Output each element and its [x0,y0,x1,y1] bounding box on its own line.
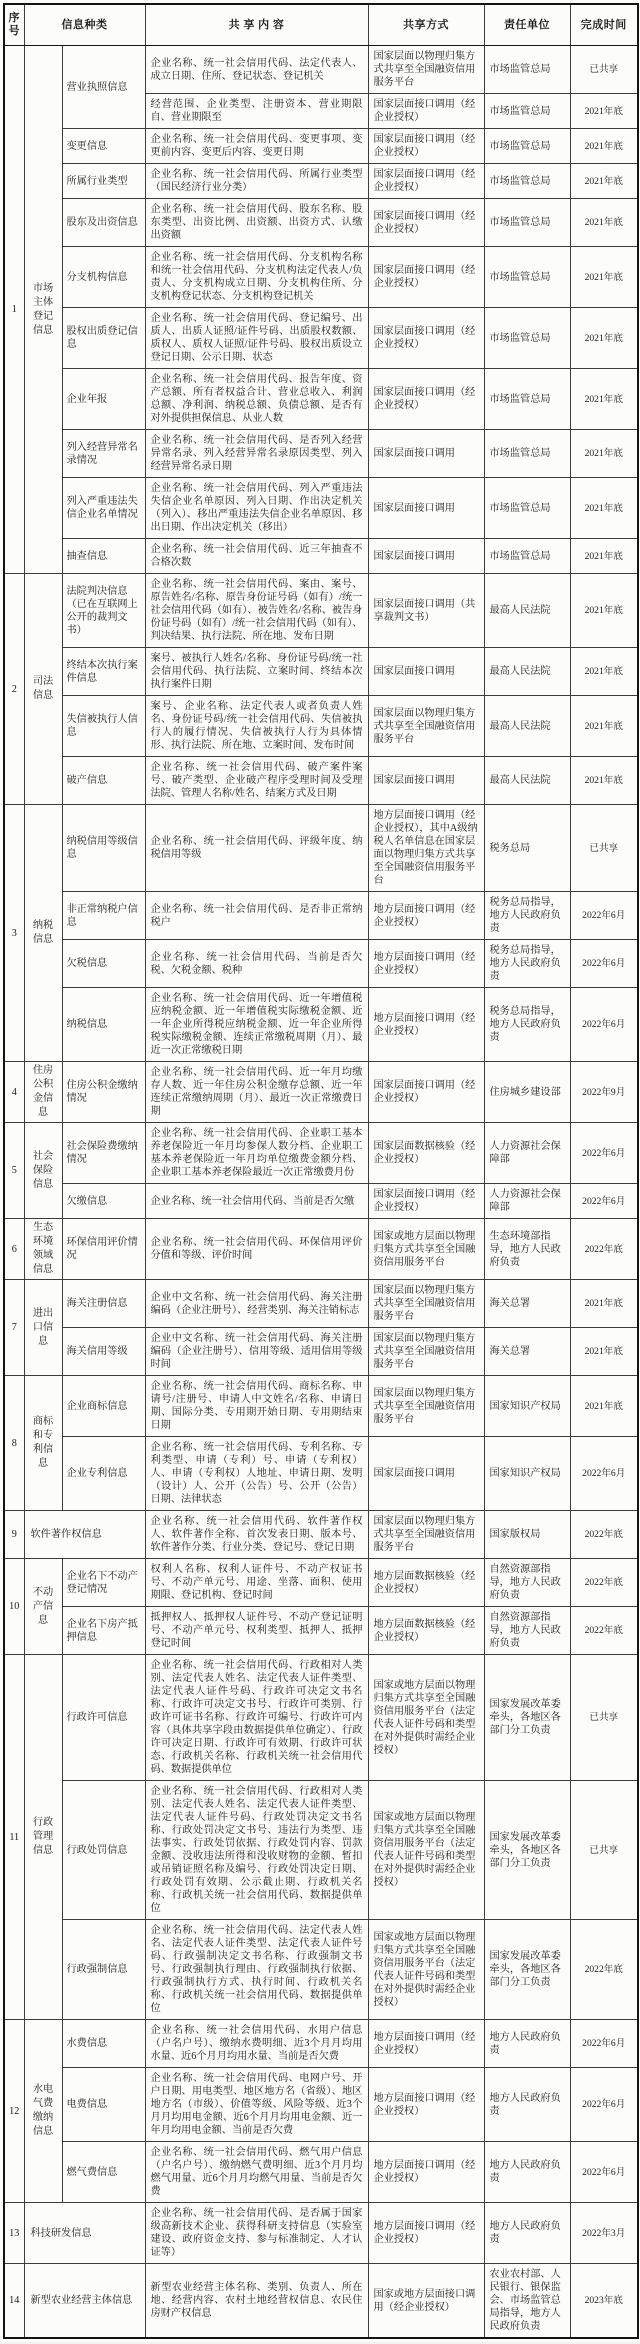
time-cell: 2021年底 [570,1328,638,1376]
method-cell: 地方层面数据核验（经企业授权） [368,1559,484,1607]
table-row [4,1062,638,1123]
method-cell: 地方层面接口调用（经企业授权） [368,2068,484,2142]
time-cell: 2022年6月 [570,940,638,988]
content-cell: 企业名称、统一社会信用代码、是否列入经营异常名录、列入经营异常名录原因类型、列入经营异常名录日期 [145,430,368,478]
method-cell: 国家层面接口调用（经企业授权） [368,199,484,247]
method-cell: 国家层面接口调用（经企业授权） [368,308,484,369]
group-label-cell: 科技研发信息 [24,2203,145,2264]
info-type-cell: 分支机构信息 [62,247,145,308]
method-cell: 地方层面接口调用（经企业授权） [368,940,484,988]
info-sharing-table [3,3,639,2339]
unit-cell: 海关总署 [484,1328,570,1376]
method-cell: 国家层面接口调用（经企业授权） [368,94,484,129]
table-row [4,199,638,247]
time-cell: 2022年3月 [570,2203,638,2264]
info-type-cell: 破产信息 [62,757,145,805]
time-cell: 2022年9月 [570,1062,638,1123]
method-cell: 国家层面接口调用 [368,539,484,574]
table-row [4,1123,638,1184]
method-cell: 地方层面接口调用（经企业授权），其中A级纳税人名单信息在国家层面以物理归集方式共享至全国融资信用服务平台 [368,805,484,892]
info-type-cell: 欠缴信息 [62,1184,145,1219]
table-row [4,1920,638,2020]
content-cell: 企业中文名称、统一社会信用代码、海关注册编码（企业注册号）、经营类别、海关注销标志 [145,1280,368,1328]
method-cell: 国家层面接口调用（经企业授权） [368,164,484,199]
time-cell: 已共享 [570,1781,638,1920]
content-cell: 企业名称、统一社会信用代码、水用户信息（户名户号）、缴纳水费明细、近3个月月均用水量、近6个月月均用水量、当前是否欠费 [145,2020,368,2068]
table-row [4,430,638,478]
time-cell: 2021年底 [570,247,638,308]
time-cell: 2021年底 [570,574,638,648]
table-row [4,574,638,648]
method-cell: 国家或地方层面以物理归集方式共享至全国融资信用服务平台（法定代表人证件号码和类型在对外提供时需经企业授权） [368,1655,484,1781]
method-cell: 国家层面以物理归集方式共享至全国融资信用服务平台 [368,1328,484,1376]
info-type-cell: 变更信息 [62,129,145,164]
content-cell: 案号、被执行人姓名/名称、身份证号码/统一社会信用代码、执行法院、立案时间、终结本次执行案件日期 [145,648,368,696]
group-label-cell: 新型农业经营主体信息 [24,2264,145,2339]
info-type-cell: 纳税信用等级信息 [62,805,145,892]
seq-cell: 6 [4,1219,24,1280]
content-cell: 企业名称、统一社会信用代码、商标名称、申请号/注册号、申请人中文姓名/名称、申请日期、国际分类、专用期开始日期、专用期结束日期 [145,1376,368,1437]
method-cell: 地方层面接口调用（经企业授权） [368,2142,484,2203]
method-cell: 国家层面接口调用 [368,648,484,696]
table-row [4,46,638,94]
table-row [4,988,638,1062]
content-cell: 企业名称、统一社会信用代码、报告年度、资产总额、所有者权益合计、营业总收入、利润总额、净利润、纳税总额、负债总额、是否有对外提供担保信息、从业人数 [145,369,368,430]
time-cell: 2022年底 [570,1511,638,1559]
seq-cell: 13 [4,2203,24,2264]
unit-cell: 市场监管总局 [484,369,570,430]
content-cell: 企业名称、统一社会信用代码、股东名称、股东类型、出资比例、出资额、出资方式、认缴出资额 [145,199,368,247]
method-cell: 国家层面接口调用（经企业授权） [368,247,484,308]
table-row [4,2020,638,2068]
method-cell: 国家或地方层面接口调用（经企业授权） [368,2264,484,2339]
table-row [4,1437,638,1511]
info-type-cell: 企业名下不动产登记情况 [62,1559,145,1607]
unit-cell: 市场监管总局 [484,164,570,199]
content-cell: 企业名称、统一社会信用代码、专利名称、专利类型、申请（专利）号、申请（专利权）人、申请（专利权）人地址、申请日期、发明（设计）人、公开（公告）号、公开（公告）日期、法律状态 [145,1437,368,1511]
info-type-cell: 所属行业类型 [62,164,145,199]
unit-cell: 国家版权局 [484,1511,570,1559]
group-label-cell: 司法信息 [24,574,62,805]
group-label-cell: 生态环境领域信息 [24,1219,62,1280]
info-type-cell: 法院判决信息（已在互联网上公开的裁判文书） [62,574,145,648]
unit-cell: 税务总局指导，地方人民政府负责 [484,940,570,988]
unit-cell: 市场监管总局 [484,247,570,308]
time-cell: 2022年6月 [570,2020,638,2068]
content-cell: 抵押权人、抵押权人证件号、不动产登记证明号、不动产单元号、权利类型、抵押人、抵押登记时间 [145,1607,368,1655]
time-cell: 2021年底 [570,696,638,757]
table-row [4,892,638,940]
table-row [4,1781,638,1920]
header-time: 完成时间 [570,4,638,46]
content-cell: 企业名称、统一社会信用代码、企业职工基本养老保险近一年月均参保人数分档、企业职工基本养老保险近一年月均单位缴费金额分档、企业职工基本养老保险最近一次正常缴费月份 [145,1123,368,1184]
info-type-cell: 营业执照信息 [62,46,145,129]
method-cell: 国家层面以物理归集方式共享至全国融资信用服务平台 [368,46,484,94]
table-row [4,805,638,892]
info-type-cell: 股东及出资信息 [62,199,145,247]
unit-cell: 国家发展改革委牵头，各地区各部门分工负责 [484,1655,570,1781]
method-cell: 地方层面数据核验（经企业授权） [368,1607,484,1655]
seq-cell: 2 [4,574,24,805]
method-cell: 国家层面接口调用 [368,430,484,478]
unit-cell: 海关总署 [484,1280,570,1328]
unit-cell: 自然资源部指导，地方人民政府负责 [484,1559,570,1607]
content-cell: 企业名称、统一社会信用代码、是否非正常纳税户 [145,892,368,940]
table-row [4,757,638,805]
unit-cell: 市场监管总局 [484,430,570,478]
unit-cell: 市场监管总局 [484,478,570,539]
time-cell: 2022年6月 [570,988,638,1062]
group-label-cell: 商标和专利信息 [24,1376,62,1511]
info-type-cell: 欠税信息 [62,940,145,988]
group-label-cell: 行政管理信息 [24,1655,62,2020]
unit-cell: 国家知识产权局 [484,1437,570,1511]
unit-cell: 国家知识产权局 [484,1376,570,1437]
content-cell: 企业名称、统一社会信用代码、软件著作权人、软件著作全称、首次发表日期、版本号、软件著作分类、行业分类、登记号、登记日期 [145,1511,368,1559]
table-row [4,369,638,430]
method-cell: 地方层面接口调用（经企业授权） [368,988,484,1062]
info-type-cell: 社会保险费缴纳情况 [62,1123,145,1184]
info-type-cell: 住房公积金缴纳情况 [62,1062,145,1123]
header-unit: 责任单位 [484,4,570,46]
unit-cell: 地方人民政府负责 [484,2203,570,2264]
time-cell: 2021年底 [570,648,638,696]
method-cell: 国家层面以物理归集方式共享至全国融资信用服务平台 [368,1280,484,1328]
group-label-cell: 纳税信息 [24,805,62,1062]
table-row [4,1280,638,1328]
method-cell: 国家层面接口调用 [368,757,484,805]
info-type-cell: 列入严重违法失信企业名单情况 [62,478,145,539]
content-cell: 企业名称、统一社会信用代码、当前是否欠税、欠税金额、税种 [145,940,368,988]
unit-cell: 农业农村部、人民银行、银保监会、市场监管总局指导，地方人民政府负责 [484,2264,570,2339]
table-row [4,164,638,199]
group-label-cell: 市场主体登记信息 [24,46,62,574]
unit-cell: 地方人民政府负责 [484,2142,570,2203]
table-row [4,478,638,539]
content-cell: 企业名称、统一社会信用代码、行政相对人类别、法定代表人姓名、法定代表人证件类型、法定代表人证件号码、行政许可决定文书名称、行政许可决定文书号、行政许可类别、行政许可证书名称、行政许可编号、行政许可内容（具体共享字段由数据提供单位确定）、行政许可决定日期、行政许可有效期、行政许可状态、行政机关名称、行政机关统一社会信用代码、数据提供单位 [145,1655,368,1781]
time-cell: 2021年底 [570,369,638,430]
unit-cell: 地方人民政府负责 [484,2068,570,2142]
method-cell: 国家或地方层面以物理归集方式共享至全国融资信用服务平台 [368,1219,484,1280]
unit-cell: 生态环境部指导，地方人民政府负责 [484,1219,570,1280]
time-cell: 2022年底 [570,1607,638,1655]
info-type-cell: 环保信用评价情况 [62,1219,145,1280]
info-type-cell: 纳税信息 [62,988,145,1062]
method-cell: 地方层面接口调用（经企业授权） [368,892,484,940]
method-cell: 国家层面接口调用（经企业授权） [368,129,484,164]
time-cell: 2022年6月 [570,1123,638,1184]
seq-cell: 7 [4,1280,24,1376]
time-cell: 2021年底 [570,539,638,574]
method-cell: 国家层面以物理归集方式共享至全国融资信用服务平台 [368,1511,484,1559]
unit-cell: 市场监管总局 [484,308,570,369]
table-row [4,1655,638,1781]
method-cell: 国家层面接口调用 [368,478,484,539]
seq-cell: 11 [4,1655,24,2020]
header-method: 共享方式 [368,4,484,46]
time-cell: 2021年底 [570,1280,638,1328]
table-row [4,129,638,164]
table-row [4,2264,638,2339]
content-cell: 企业中文名称、统一社会信用代码、海关注册编码（企业注册号）、信用等级、适用信用等级时间 [145,1328,368,1376]
info-type-cell: 企业商标信息 [62,1376,145,1437]
seq-cell: 4 [4,1062,24,1123]
time-cell: 2021年底 [570,308,638,369]
seq-cell: 3 [4,805,24,1062]
unit-cell: 税务总局 [484,805,570,892]
content-cell: 经营范围、企业类型、注册资本、营业期限自、营业期限至 [145,94,368,129]
unit-cell: 国家发展改革委牵头，各地区各部门分工负责 [484,1781,570,1920]
content-cell: 企业名称、统一社会信用代码、分支机构名称和统一社会信用代码、分支机构法定代表人/负责人、分支机构成立日期、分支机构住所、分支机构登记状态、分支机构登记机关 [145,247,368,308]
method-cell: 国家层面数据核验（经企业授权） [368,1123,484,1184]
time-cell: 2023年底 [570,2264,638,2339]
time-cell: 2021年底 [570,199,638,247]
time-cell: 2021年底 [570,478,638,539]
unit-cell: 市场监管总局 [484,129,570,164]
table-row [4,940,638,988]
unit-cell: 人力资源社会保障部 [484,1123,570,1184]
unit-cell: 国家发展改革委牵头，各地区各部门分工负责 [484,1920,570,2020]
unit-cell: 税务总局指导，地方人民政府负责 [484,892,570,940]
unit-cell: 住房城乡建设部 [484,1062,570,1123]
group-label-cell: 软件著作权信息 [24,1511,145,1559]
time-cell: 2022年6月 [570,1184,638,1219]
time-cell: 2021年底 [570,129,638,164]
info-type-cell: 企业年报 [62,369,145,430]
method-cell: 国家层面接口调用（经企业授权） [368,1184,484,1219]
time-cell: 2022年底 [570,1559,638,1607]
unit-cell: 市场监管总局 [484,199,570,247]
content-cell: 企业名称、统一社会信用代码、燃气用户信息（户名户号）、缴纳燃气费明细、近3个月月均燃气用量、近6个月月均燃气用量、当前是否欠费 [145,2142,368,2203]
content-cell: 企业名称、统一社会信用代码、登记编号、出质人、出质人证照/证件号码、出质股权数额、质权人、质权人证照/证件号码、股权出质设立登记日期、公示日期、状态 [145,308,368,369]
unit-cell: 最高人民法院 [484,574,570,648]
seq-cell: 10 [4,1559,24,1655]
content-cell: 案号、企业名称、法定代表人或者负责人姓名、身份证号码/统一社会信用代码、失信被执行人的履行情况、失信被执行人行为具体情形、执行法院、所在地、立案时间、发布时间 [145,696,368,757]
time-cell: 2021年底 [570,430,638,478]
table-row [4,1184,638,1219]
content-cell: 新型农业经营主体名称、类别、负责人、所在地、经营内容、农村土地经营权信息、农民住房财产权信息 [145,2264,368,2339]
method-cell: 国家或地方层面以物理归集方式共享至全国融资信用服务平台（法定代表人证件号码和类型在对外提供时需经企业授权） [368,1781,484,1920]
info-type-cell: 行政强制信息 [62,1920,145,2020]
table-row [4,1376,638,1437]
unit-cell: 人力资源社会保障部 [484,1184,570,1219]
info-type-cell: 股权出质登记信息 [62,308,145,369]
content-cell: 企业名称、统一社会信用代码、法定代表人姓名、法定代表人证件类型、法定代表人证件号码、行政强制决定文书名称、行政强制文书号、行政强制执行理由、行政强制执行依据、行政强制执行方式、执行时间、行政机关名称、行政机关统一社会信用代码、数据提供单位 [145,1920,368,2020]
method-cell: 地方层面接口调用（经企业授权） [368,2020,484,2068]
info-type-cell: 失信被执行人信息 [62,696,145,757]
table-row [4,648,638,696]
table-row [4,308,638,369]
info-type-cell: 水费信息 [62,2020,145,2068]
method-cell: 国家层面接口调用 [368,1437,484,1511]
content-cell: 企业名称、统一社会信用代码、列入严重违法失信企业名单原因、列入日期、作出决定机关（列入）、移出严重违法失信企业名单原因、移出日期、作出决定机关（移出） [145,478,368,539]
content-cell: 企业名称、统一社会信用代码、行政相对人类别、法定代表人姓名、法定代表人证件类型、法定代表人证件号码、行政处罚决定文书名称、行政处罚决定文书号、违法行为类型、违法事实、行政处罚依据、行政处罚内容、罚款金额、没收违法所得和没收财物的金额、暂扣或吊销证照名称及编号、行政处罚决定日期、行政处罚有效期、公示截止期、行政机关名称、行政机关统一社会信用代码、数据提供单位 [145,1781,368,1920]
table-row [4,247,638,308]
content-cell: 权利人名称、权利人证件号、不动产权证书号、不动产单元号、用途、坐落、面积、使用期限、登记机构、登记时间 [145,1559,368,1607]
content-cell: 企业名称、统一社会信用代码、评级年度、纳税信用等级 [145,805,368,892]
content-cell: 企业名称、统一社会信用代码、法定代表人、成立日期、住所、登记状态、登记机关 [145,46,368,94]
time-cell: 2022年6月 [570,1437,638,1511]
content-cell: 企业名称、统一社会信用代码、电网户号、开户日期、用电类型、地区地方名（省级）、地区地方名（市级）、价值等级、风险等级、近3个月月均用电金额、近6个月月均用电金额、近一年月均用电金额、当前是否欠费 [145,2068,368,2142]
seq-cell: 12 [4,2020,24,2203]
table-header-row [4,4,638,46]
info-type-cell: 抽查信息 [62,539,145,574]
group-label-cell: 住房公积金信息 [24,1062,62,1123]
table-row [4,1328,638,1376]
time-cell: 2021年底 [570,1376,638,1437]
time-cell: 已共享 [570,46,638,94]
info-type-cell: 行政许可信息 [62,1655,145,1781]
method-cell: 国家层面接口调用（共享裁判文书） [368,574,484,648]
header-info-type: 信息种类 [24,4,145,46]
time-cell: 已共享 [570,1655,638,1781]
method-cell: 国家层面以物理归集方式共享至全国融资信用服务平台 [368,1376,484,1437]
content-cell: 企业名称、统一社会信用代码、变更事项、变更前内容、变更后内容、变更日期 [145,129,368,164]
table-row [4,1559,638,1607]
content-cell: 企业名称、统一社会信用代码、是否属于国家级高新技术企业、获得科研支持信息（实验室建设、政府资金支持、参与标准制定、人才认证等） [145,2203,368,2264]
unit-cell: 市场监管总局 [484,94,570,129]
content-cell: 企业名称、统一社会信用代码、环保信用评价分值和等级、评价时间 [145,1219,368,1280]
info-type-cell: 列入经营异常名录情况 [62,430,145,478]
group-label-cell: 水电气费缴纳信息 [24,2020,62,2203]
info-type-cell: 非正常纳税户信息 [62,892,145,940]
content-cell: 企业名称、统一社会信用代码、近一年增值税应纳税金额、近一年增值税实际缴税金额、近一年企业所得税应纳税金额、近一年企业所得税实际缴税金额、连续正常缴税周期（月）、最近一次正常缴税日期 [145,988,368,1062]
time-cell: 2021年底 [570,94,638,129]
group-label-cell: 进出口信息 [24,1280,62,1376]
unit-cell: 税务总局指导，地方人民政府负责 [484,988,570,1062]
seq-cell: 5 [4,1123,24,1219]
info-type-cell: 行政处罚信息 [62,1781,145,1920]
table-row [4,1607,638,1655]
info-type-cell: 海关信用等级 [62,1328,145,1376]
info-type-cell: 企业名下房产抵押信息 [62,1607,145,1655]
time-cell: 已共享 [570,805,638,892]
unit-cell: 地方人民政府负责 [484,2020,570,2068]
table-row [4,2142,638,2203]
unit-cell: 最高人民法院 [484,757,570,805]
table-row [4,2068,638,2142]
unit-cell: 最高人民法院 [484,648,570,696]
seq-cell: 14 [4,2264,24,2339]
content-cell: 企业名称、统一社会信用代码、当前是否欠缴 [145,1184,368,1219]
method-cell: 国家或地方层面以物理归集方式共享至全国融资信用服务平台（法定代表人证件号码和类型在对外提供时需经企业授权） [368,1920,484,2020]
info-type-cell: 终结本次执行案件信息 [62,648,145,696]
method-cell: 国家层面以物理归集方式共享至全国融资信用服务平台 [368,696,484,757]
info-type-cell: 海关注册信息 [62,1280,145,1328]
unit-cell: 最高人民法院 [484,696,570,757]
info-type-cell: 电费信息 [62,2068,145,2142]
table-row [4,696,638,757]
content-cell: 企业名称、统一社会信用代码、破产案件案号、破产类型、企业破产程序受理时间及受理法院、管理人名称/姓名、结案方式及日期 [145,757,368,805]
table-row [4,1219,638,1280]
header-content: 共 享 内 容 [145,4,368,46]
content-cell: 企业名称、统一社会信用代码、案由、案号、原告姓名/名称、原告身份证号码（如有）/统一社会信用代码（如有）、被告姓名/名称、被告身份证号码（如有）/统一社会信用代码（如有）、判决结果、执行法院、所在地、发布日期 [145,574,368,648]
method-cell: 地方层面接口调用（经企业授权） [368,2203,484,2264]
content-cell: 企业名称、统一社会信用代码、近三年抽查不合格次数 [145,539,368,574]
group-label-cell: 社会保险信息 [24,1123,62,1219]
unit-cell: 市场监管总局 [484,46,570,94]
seq-cell: 8 [4,1376,24,1511]
seq-cell: 9 [4,1511,24,1559]
method-cell: 国家层面接口调用（经企业授权） [368,369,484,430]
info-type-cell: 燃气费信息 [62,2142,145,2203]
time-cell: 2021年底 [570,164,638,199]
content-cell: 企业名称、统一社会信用代码、所属行业类型（国民经济行业分类） [145,164,368,199]
time-cell: 2022年6月 [570,2142,638,2203]
table-row [4,2203,638,2264]
time-cell: 2022年6月 [570,892,638,940]
time-cell: 2022年底 [570,1920,638,2020]
time-cell: 2022年6月 [570,2068,638,2142]
seq-cell: 1 [4,46,24,574]
time-cell: 2022年底 [570,1219,638,1280]
unit-cell: 市场监管总局 [484,539,570,574]
table-row [4,539,638,574]
content-cell: 企业名称、统一社会信用代码、近一年月均缴存人数、近一年住房公积金缴存总额、近一年连续正常缴纳周期（月）、最近一次正常缴费日期 [145,1062,368,1123]
table-row [4,1511,638,1559]
header-seq: 序号 [4,4,24,46]
unit-cell: 自然资源部指导，地方人民政府负责 [484,1607,570,1655]
group-label-cell: 不动产信息 [24,1559,62,1655]
time-cell: 2021年底 [570,757,638,805]
method-cell: 国家层面接口调用（经企业授权） [368,1062,484,1123]
info-type-cell: 企业专利信息 [62,1437,145,1511]
